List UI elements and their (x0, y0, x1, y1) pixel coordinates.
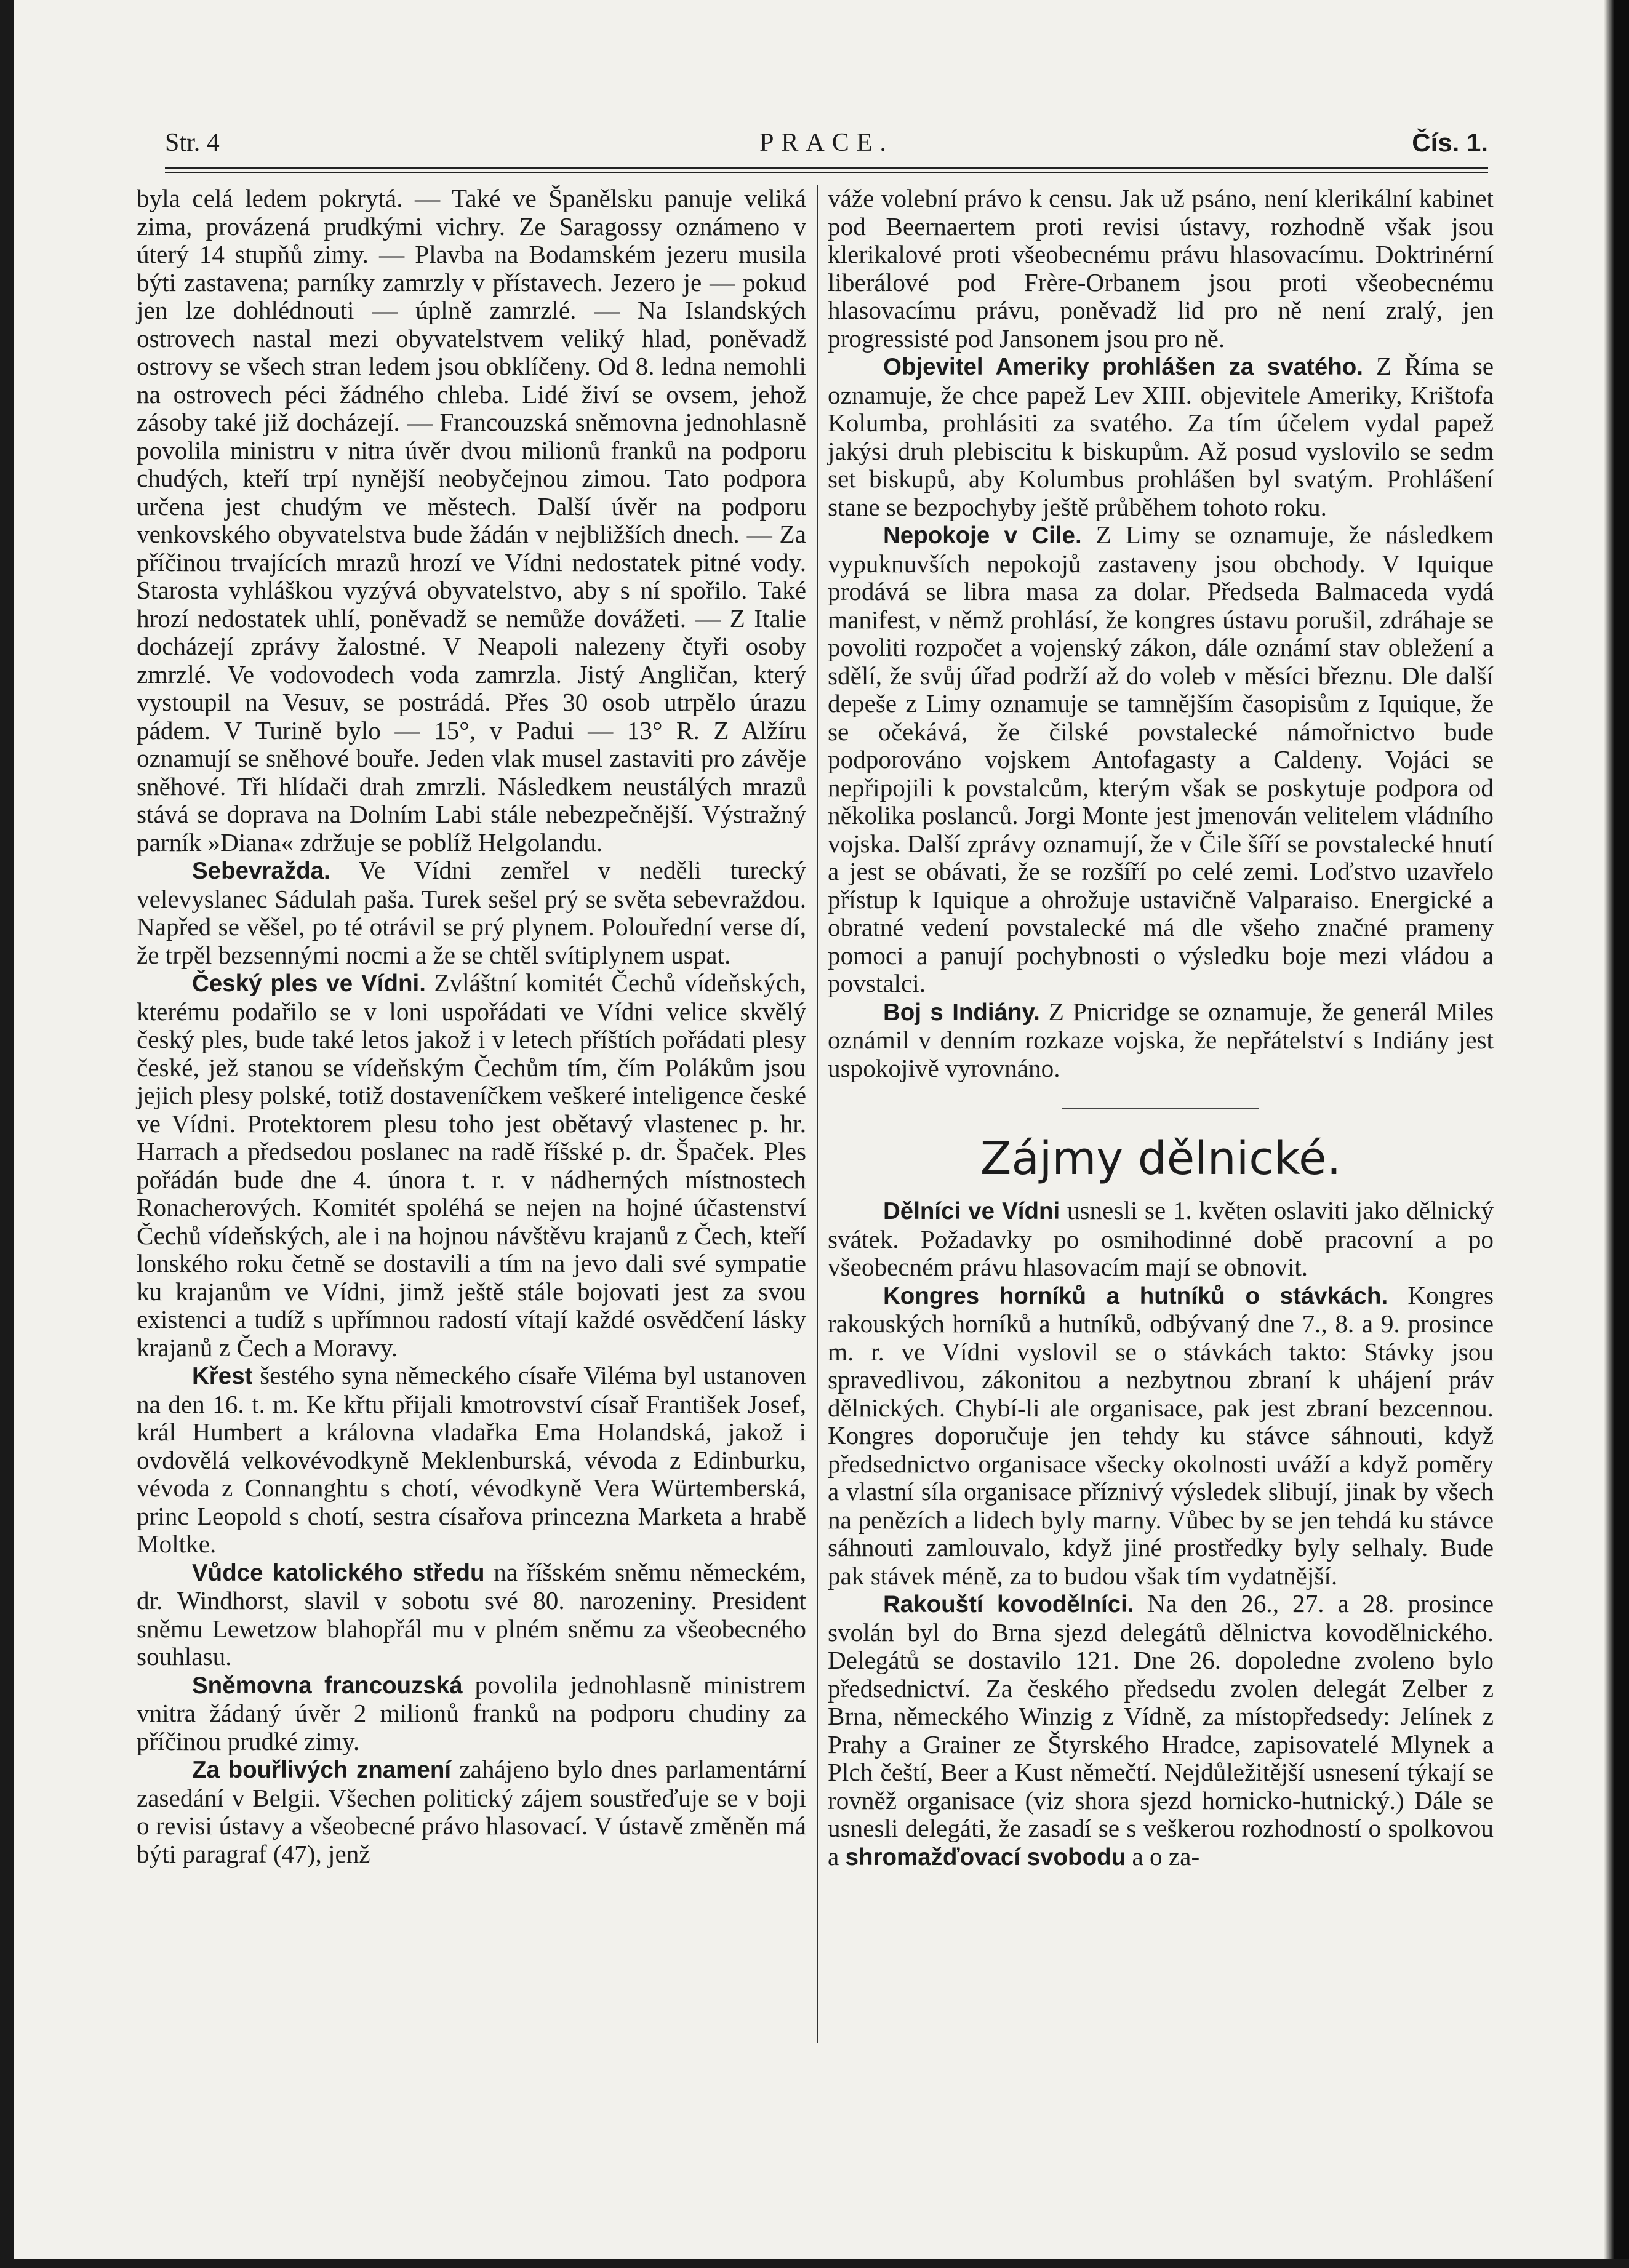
header-rule-bottom (165, 172, 1488, 173)
page-number: Str. 4 (165, 129, 220, 157)
article-weather: byla celá ledem pokrytá. — Také ve Španělsku panuje veliká zima, provázená prudkými vichry. Ze Saragossy oznámeno v úterý 14 stupňů zimy. — Plavba na Bodamském jezeru musila býti zastavena; parníky zamrzly v přístavech. Jezero je — pokud jen lze dohlédnouti — úplně zamrzlé. — Na Islandských ostrovech nastal mezi obyvatelstvem veliký hlad, poněvadž ostrovy se všech stran ledem jsou obklíčeny. Od 8. ledna nemohli na ostrovech péci žádného chleba. Lidé živí se ovsem, jehož zásoby také již docházejí. — Francouzská sněmovna jednohlasně povolila ministru v nitra úvěr dvou milionů franků na podporu chudých, kteří trpí nynější neobyčejnou zimou. Tato podpora určena jest chudým ve městech. Další úvěr na podporu venkovského obyvatelstva bude žádán v nejbližších dnech. — Za příčinou trvajících mrazů hrozí ve Vídni nedostatek pitné vody. Starosta vyhláškou vyzývá obyvatelstvo, aby s ní spořilo. Také hrozí nedostatek uhlí, poněvadž se nemůže dovážeti. — Z Italie docházejí zprávy žalostné. V Neapoli nalezeny čtyři osoby zmrzlé. Ve vodovodech voda zamrzla. Jistý Angličan, který vystoupil na Vesuv, se postrádá. Přes 30 osob utrpělo úrazu pádem. V Turině bylo — 15°, v Padui — 13° R. Z Alžíru oznamují se sněhové bouře. Jeden vlak musel zastaviti pro závěje sněhové. Tři hlídači drah zmrzli. Následkem neustálých mrazů stává se doprava na Dolním Labi stále nebezpečnější. Výstražný parník »Diana« zdržuje se poblíž Helgolandu. (137, 184, 806, 856)
article-metalworkers: Rakouští kovodělníci. Na den 26., 27. a 28. prosince svolán byl do Brna sjezd delegátů dělnictva kovodělnického. Delegátů se dostavilo 121. Dne 26. dopoledne zvoleno bylo předsednictví. Za českého předsedu zvolen delegát Zelber z Brna, německého Winzig z Vídně, za místopředsedy: Jelínek z Prahy a Grainer ze Štyrského Hradce, zapisovatelé Mlynek a Plch čeští, Beer a Kust němečtí. Nejdůležitější usnesení týkají se rovněž organisace (viz shora sjezd hornicko-hutnický.) Dále se usnesli delegáti, že zasadí se s veškerou rozhodností o spolkovou a shromažďovací svobodu a o za- (828, 1589, 1494, 1871)
scan-edge-bottom (0, 2259, 1629, 2268)
left-column (137, 185, 806, 1868)
article-vienna-workers: Dělníci ve Vídni usnesli se 1. květen oslaviti jako dělnický svátek. Požadavky po osmihodinné době pracovní a po všeobecném právu hlasovacím mají se obnovit. (828, 1196, 1494, 1281)
article-chile: Nepokoje v Cile. Z Limy se oznamuje, že následkem vypuknuvších nepokojů zastaveny jsou obchody. V Iquique prodává se libra masa za dolar. Předseda Balmaceda vydá manifest, v němž prohlásí, že kongres ústavu porušil, zdráhaje se povoliti rozpočet a vojenský zákon, dále oznámí stav obležení a sdělí, že svůj úřad podrží až do voleb v měsíci březnu. Dle další depeše z Limy oznamuje se tamnějším časopisům z Iquique, že se očekává, že čilské povstalecké námořnictvo bude podporováno vojskem Antofagasty a Caldeny. Vojáci se nepřipojili k povstalcům, kterým však se poskytuje podpora od několika poslanců. Jorgi Monte jest jmenován velitelem vládního vojska. Další zprávy oznamují, že v Čile šíří se povstalecké hnutí a jest se obávati, že se rozšíří po celé zemi. Loďstvo uzavřelo přístup k Iquique a ohrožuje ustavičně Valparaiso. Energické a obratné vedení povstalecké má dle všeho značné prameny pomoci a panují pochybnosti o výsledku boje mezi vládou a povstalci. (828, 521, 1494, 997)
article-heading: Křest (192, 1363, 253, 1389)
article-heading: Za bouřlivých znamení (192, 1757, 452, 1783)
article-czech-ball: Český ples ve Vídni. Zvláštní komitét Čechů vídeňských, kterému podařilo se v loni uspořádati ve Vídni velice skvělý český ples, bude také letos jakož i v letech příštích pořádati plesy české, jež stanou se vídeňským Čechům tím, čím Polákům jsou jejich plesy polské, totiž dostaveníčkem veškeré inteligence české ve Vídni. Protektorem plesu toho jest obětavý vlastenec p. hr. Harrach a předsedou poslanec na radě říšské p. dr. Špaček. Ples pořádán bude dne 4. února t. r. v nádherných místnostech Ronacherových. Komitét spoléhá se nejen na hojné účastenství Čechů vídeňských, ale i na hojnou návštěvu krajanů z Čech, kteří lonského roku četně se dostavili a tím na jevo dali své sympatie ku krajanům ve Vídni, jimž ještě stále bojovati jest za svou existenci a tudíž s upřímnou radostí vítají každé osvědčení lásky krajanů z Čech a Moravy. (137, 968, 806, 1362)
article-baptism: Křest šestého syna německého císaře Viléma byl ustanoven na den 16. t. m. Ke křtu přijali kmotrovství císař František Josef, král Humbert a královna vladařka Ema Holandská, jakož i ovdovělá velkovévodkyně Meklenburská, vévoda z Edinburku, vévoda z Connanghtu s chotí, vévodkyně Vera Würtemberská, princ Leopold s chotí, sestra císařova princezna Marketa a hrabě Moltke. (137, 1361, 806, 1558)
right-column (828, 185, 1494, 1871)
article-belgium-continued: váže volební právo k censu. Jak už psáno, není klerikální kabinet pod Beernaertem proti revisi ústavy, rozhodně však jsou klerikalové proti všeobecnému právu hlasovacímu. Doktrinérní liberálové pod Frère-Orbanem jsou proti všeobecnému hlasovacímu právu, poněvadž lid pro ně není zralý, jen progressisté pod Jansonem jsou pro ně. (828, 184, 1494, 353)
article-heading: Dělníci ve Vídni (883, 1198, 1060, 1224)
scan-edge-left (0, 0, 14, 2268)
article-indians: Boj s Indiány. Z Pnicridge se oznamuje, že generál Miles oznámil v denním rozkaze vojska, že nepřátelství s Indiány jest uspokojivě vyrovnáno. (828, 997, 1494, 1082)
article-miners-congress: Kongres horníků a hutníků o stávkách. Kongres rakouských horníků a hutníků, odbývaný dne 7., 8. a 9. prosince m. r. ve Vídni vyslovil se o stávkách takto: Stávky jsou spravedlivou, zákonitou a nezbytnou zbraní k uhájení práv dělnických. Chybí-li ale organisace, pak jest zbraní bezcennou. Kongres doporučuje jen tehdy ku stávce sáhnouti, když předsednictvo organisace všecky okolnosti uváží a když poměry a vlastní síla organisace příznivý výsledek slibují, jinak by všech na penězích a lidech byly marny. Vůbec by se jen tehdá ku stávce sáhnouti zamlouvalo, když jiné prostředky byly selhaly. Bude pak stávek méně, za to budou však tím vydatnější. (828, 1280, 1494, 1590)
article-heading: Nepokoje v Cile. (883, 522, 1082, 549)
article-centre-leader: Vůdce katolického středu na říšském sněmu německém, dr. Windhorst, slavil v sobotu své 80. narozeniny. President sněmu Lewetzow blahopřál mu v plném sněmu za všeobecného souhlasu. (137, 1557, 807, 1671)
scan-edge-right (1604, 0, 1629, 2268)
article-heading: Boj s Indiány. (883, 999, 1040, 1026)
header-rule-top (165, 167, 1488, 169)
issue-number: Čís. 1. (1412, 128, 1488, 157)
article-suicide: Sebevražda. Ve Vídni zemřel v neděli turecký velevyslanec Sádulah paša. Turek sešel prý se světa sebevraždou. Napřed se věšel, po té otrávil se prý plynem. Polouřední verse dí, že trpěl bezsennými nocmi a že se chtěl svítiplynem uspat. (137, 856, 806, 969)
section-title: Zájmy dělnické. (980, 1132, 1342, 1185)
newspaper-title: PRACE. (759, 129, 894, 157)
page-header (165, 128, 1488, 165)
inline-bold-phrase: shromažďovací svobodu (845, 1843, 1126, 1871)
article-heading: Kongres horníků a hutníků o stávkách. (883, 1282, 1388, 1309)
column-divider (817, 185, 818, 2043)
article-heading: Rakouští kovodělníci. (883, 1591, 1134, 1618)
article-heading: Sněmovna francouzská (192, 1672, 463, 1699)
article-columbus: Objevitel Ameriky prohlášen za svatého. Z Říma se oznamuje, že chce papež Lev XIII. objevitele Ameriky, Krištofa Kolumba, prohlásiti za svatého. Za tím účelem vydal papež jakýsi druh plebiscitu k biskupům. Až posud vyslovilo se sedm set biskupů, aby Kolumbus prohlášen byl svatým. Prohlášení stane se bezpochyby ještě průběhem tohoto roku. (828, 352, 1494, 521)
article-belgium: Za bouřlivých znamení zahájeno bylo dnes parlamentární zasedání v Belgii. Všechen politický zájem soustřeďuje se v boji o revisi ústavy a všeobecné právo hlasovací. V ústavě změněn má býti paragraf (47), jenž (137, 1755, 806, 1868)
article-heading: Vůdce katolického středu (192, 1559, 485, 1586)
article-french-chamber: Sněmovna francouzská povolila jednohlasně ministrem vnitra žádaný úvěr 2 milionů franků na podporu chudiny za příčinou prudké zimy. (137, 1670, 806, 1755)
article-heading: Sebevražda. (192, 858, 330, 884)
article-heading: Český ples ve Vídni. (192, 970, 426, 997)
article-heading: Objevitel Ameriky prohlášen za svatého. (883, 354, 1363, 380)
section-divider (1062, 1108, 1259, 1109)
